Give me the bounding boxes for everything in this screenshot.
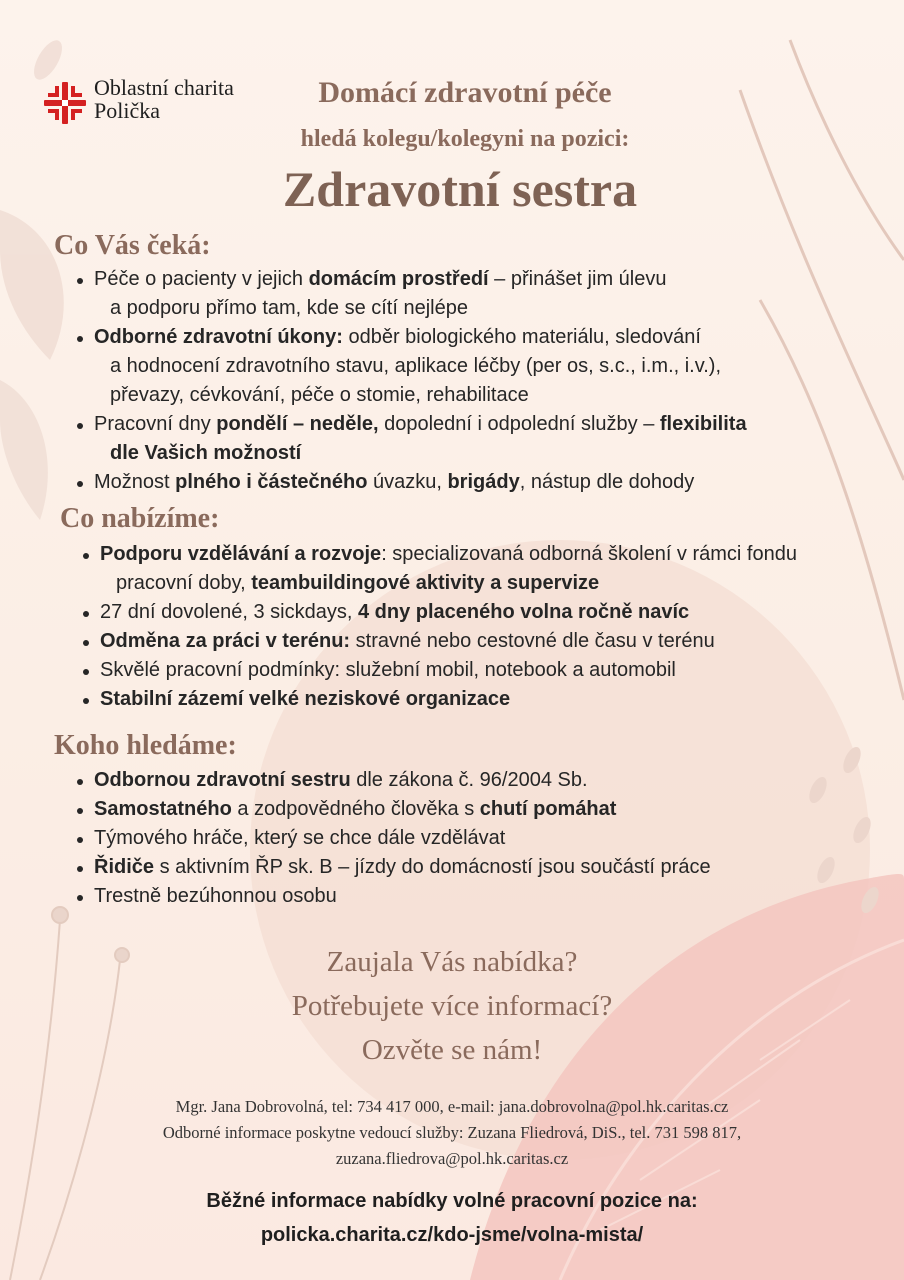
bullet-line (94, 468, 864, 497)
bullet-line (94, 439, 864, 468)
bullet-line (94, 882, 864, 911)
bullet-line (94, 766, 864, 795)
we-offer-list (80, 540, 880, 714)
bullet-text-bold: teambuildingové aktivity a supervize (251, 572, 600, 594)
service-title: Domácí zdravotní péče (318, 76, 612, 109)
contact-info (82, 1094, 822, 1172)
bullet-text: stravné nebo cestovné dle času v terénu (350, 630, 715, 652)
bullet-text: převazy, cévkování, péče o stomie, rehabilitace (110, 384, 529, 406)
bullet-item (80, 627, 880, 656)
bullet-text: Možnost (94, 471, 176, 493)
bullet-line (94, 381, 864, 410)
position-title: Zdravotní sestra (282, 161, 638, 217)
contact-line-supervisor[interactable]: Odborné informace poskytne vedoucí služby: Zuzana Fliedrová, DiS., tel. 731 598 817, (162, 1123, 742, 1142)
bullet-text-bold: pondělí – neděle, (216, 413, 379, 435)
bullet-text: pracovní doby, (116, 572, 252, 594)
section-title-we-offer: Co nabízíme: (60, 503, 220, 534)
bullet-text: úvazku, (367, 471, 448, 493)
cta-line-3: Ozvěte se nám! (361, 1034, 543, 1066)
bullet-text: s aktivním ŘP sk. B – jízdy do domácností jsou součástí práce (154, 856, 711, 878)
bullet-text-bold: Odborné zdravotní úkony: (94, 326, 343, 348)
bullet-item (80, 540, 880, 598)
bullet-text: Trestně bezúhonnou osobu (94, 885, 337, 907)
bullet-line (94, 795, 864, 824)
bullet-text: odběr biologického materiálu, sledování (342, 326, 701, 348)
bullet-text: – přinášet jim úlevu (488, 268, 667, 290)
bullet-text-bold: Odbornou zdravotní sestru (94, 769, 351, 791)
footer-url-link[interactable]: policka.charita.cz/kdo-jsme/volna-mista/ (260, 1224, 644, 1246)
bullet-item (80, 685, 880, 714)
organization-name-line1: Oblastní charita (94, 75, 234, 100)
bullet-item (74, 410, 864, 468)
bullet-text: a podporu přímo tam, kde se cítí nejlépe (110, 297, 468, 319)
bullet-item (74, 468, 864, 497)
bullet-line (94, 824, 864, 853)
bullet-text-bold: domácím prostředí (308, 268, 489, 290)
contact-email-supervisor[interactable]: zuzana.fliedrova@pol.hk.caritas.cz (335, 1149, 569, 1168)
bullet-line (94, 294, 864, 323)
bullet-text-bold: Odměna za práci v terénu: (100, 630, 351, 652)
bullet-text-bold: 4 dny placeného volna ročně navíc (357, 601, 690, 623)
footer-label: Běžné informace nabídky volné pracovní pozice na: (206, 1190, 698, 1212)
bullet-item (74, 795, 864, 824)
seeking-subtitle: hledá kolegu/kolegyni na pozici: (300, 126, 630, 152)
organization-name (94, 76, 234, 122)
cta-line-2: Potřebujete více informací? (291, 990, 613, 1022)
bullet-item (74, 853, 864, 882)
what-awaits-list (74, 265, 864, 497)
bullet-item (80, 656, 880, 685)
bullet-line (100, 598, 880, 627)
bullet-text-bold: chutí pomáhat (479, 798, 617, 820)
bullet-line (94, 323, 864, 352)
bullet-text-bold: Podporu vzdělávání a rozvoje (100, 543, 382, 565)
bullet-text-bold: Řidiče (94, 856, 155, 878)
bullet-item (74, 323, 864, 410)
bullet-line (94, 352, 864, 381)
bullet-line (94, 853, 864, 882)
bullet-line (100, 627, 880, 656)
bullet-line (100, 685, 880, 714)
bullet-item (80, 598, 880, 627)
who-we-seek-list (74, 766, 864, 911)
bullet-text-bold: plného i částečného (175, 471, 368, 493)
contact-line-primary[interactable]: Mgr. Jana Dobrovolná, tel: 734 417 000, e-mail: jana.dobrovolna@pol.hk.caritas.cz (175, 1097, 729, 1116)
bullet-text: Péče o pacienty v jejich (94, 268, 309, 290)
bullet-line (94, 410, 864, 439)
organization-name-line2: Polička (94, 98, 160, 123)
bullet-line (100, 656, 880, 685)
bullet-text: , nástup dle dohody (519, 471, 695, 493)
cta-line-1: Zaujala Vás nabídka? (326, 946, 578, 978)
bullet-text-bold: dle Vašich možností (110, 442, 302, 464)
footer-info (102, 1184, 802, 1252)
bullet-line (94, 265, 864, 294)
call-to-action (152, 940, 752, 1072)
bullet-text: dle zákona č. 96/2004 Sb. (350, 769, 588, 791)
bullet-item (74, 766, 864, 795)
bullet-text-bold: brigády (447, 471, 520, 493)
bullet-text-bold: Samostatného (94, 798, 232, 820)
bullet-item (74, 882, 864, 911)
bullet-text: Týmového hráče, který se chce dále vzdělávat (94, 827, 506, 849)
section-title-who-we-seek: Koho hledáme: (54, 730, 237, 761)
bullet-text: a hodnocení zdravotního stavu, aplikace léčby (per os, s.c., i.m., i.v.), (110, 355, 722, 377)
bullet-line (100, 569, 880, 598)
bullet-text-bold: flexibilita (659, 413, 747, 435)
bullet-text: : specializovaná odborná školení v rámci fondu (381, 543, 797, 565)
bullet-text: Pracovní dny (94, 413, 217, 435)
bullet-text: a zodpovědného člověka s (231, 798, 480, 820)
bullet-item (74, 824, 864, 853)
bullet-text-bold: Stabilní zázemí velké neziskové organizace (100, 688, 511, 710)
bullet-text: dopolední i odpolední služby – (378, 413, 660, 435)
section-title-what-awaits: Co Vás čeká: (54, 230, 211, 261)
bullet-text: 27 dní dovolené, 3 sickdays, (100, 601, 358, 623)
bullet-line (100, 540, 880, 569)
caritas-cross-icon (42, 80, 88, 126)
bullet-text: Skvělé pracovní podmínky: služební mobil, notebook a automobil (100, 659, 676, 681)
bullet-item (74, 265, 864, 323)
